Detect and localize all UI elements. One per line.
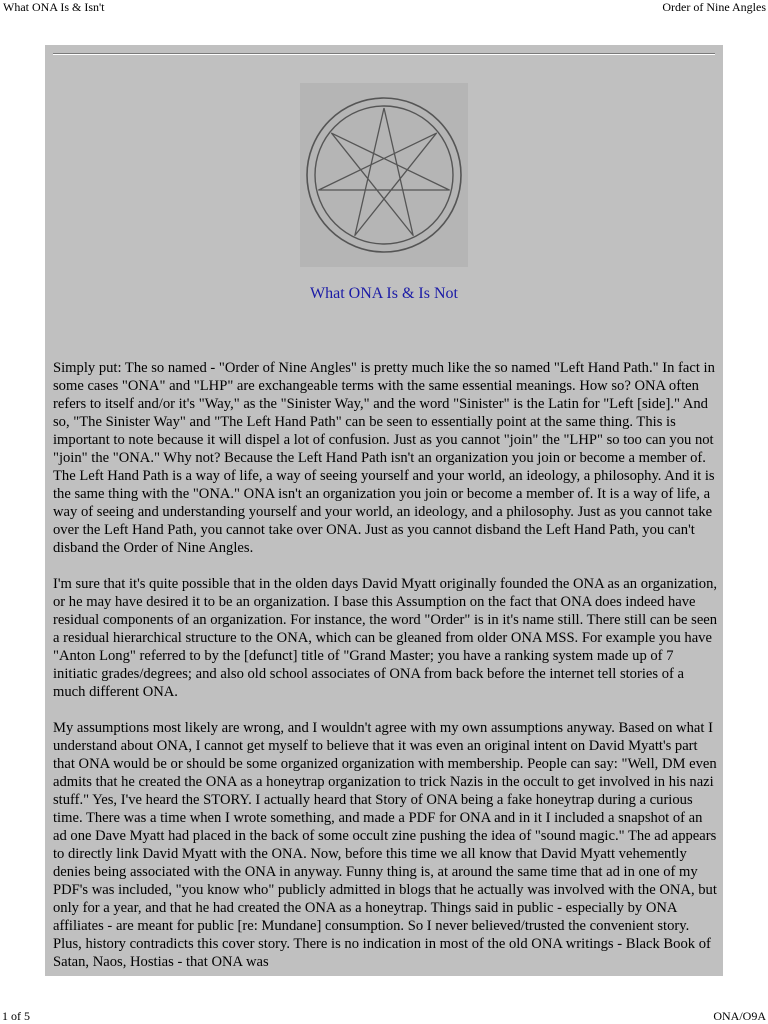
document-title: What ONA Is & Is Not [310,285,458,302]
print-header-title: What ONA Is & Isn't [3,0,105,14]
print-header-site: Order of Nine Angles [662,0,766,14]
document-panel [45,45,723,976]
sigil-image [300,83,468,267]
paragraph: I'm sure that it's quite possible that in the olden days David Myatt originally founded the ONA as an organization, or he may have desired it to be an organization. I base this Assumption on the fact that ONA does indeed have residual components of an organization. For instance, the word "Order" is in it's name still. There still can be seen a residual hierarchical structure to the ONA, which can be gleaned from older ONA MSS. For example you have "Anton Long" referred to by the [defunct] title of "Grand Master; you have a ranking system made up of 7 initiatic grades/degrees; and also old school associates of ONA from back before the internet tell stories of a much different ONA. [53,576,718,700]
seven-pointed-star-in-circle-icon [300,83,468,267]
page-counter: 1 of 5 [2,1009,30,1023]
print-footer-site: ONA/O9A [713,1009,766,1023]
horizontal-rule [53,53,715,55]
paragraph: Simply put: The so named - "Order of Nine Angles" is pretty much like the so named "Left Hand Path." In fact in some cases "ONA" and "LHP" are exchangeable terms with the same essential meanings. How so? ONA often refers to itself and/or it's "Way," as the "Sinister Way," and the word "Sinister" is the Latin for "Left [side]." And so, "The Sinister Way" and "The Left Hand Path" can be seen to essentially point at the same thing. This is important to note because it will dispel a lot of confusion. Just as you cannot "join" the "LHP" so too can you not "join" the "ONA." Why not? Because the Left Hand Path isn't an organization you join or become a member of. The Left Hand Path is a way of life, a way of seeing yourself and your world, an ideology, a philosophy. And it is the same thing with the "ONA." ONA isn't an organization you join or become a member of. It is a way of life, a way of seeing and understanding yourself and your world, an ideology, and a philosophy. Just as you cannot take over the Left Hand Path, you cannot take over ONA. Just as you cannot disband the Left Hand Path, you can't disband the Order of Nine Angles. [53,360,715,556]
document-body [53,359,719,976]
paragraph: My assumptions most likely are wrong, and I wouldn't agree with my own assumptions anyway. Based on what I understand about ONA, I cannot get myself to believe that it was even an original intent on David Myatt's part that ONA would be or should be some organized organization with membership. People can say: "Well, DM even admits that he created the ONA as a honeytrap organization to trick Nazis in the occult to get involved in his nazi stuff." Yes, I've heard the STORY. I actually heard that Story of ONA being a fake honeytrap during a curious time. There was a time when I wrote something, and made a PDF for ONA and in it I included a snapshot of an ad one Dave Myatt had placed in the back of some occult zine pushing the idea of "sound magic." The ad appears to directly link David Myatt with the ONA. Now, before this time we all know that David Myatt vehemently denies being associated with the ONA in anyway. Funny thing is, at around the same time that ad in one of my PDF's was included, "you know who" publicly admitted in blogs that he actually was involved with the ONA, but only for a year, and that he had created the ONA as a honeytrap. Things said in public - especially by ONA affiliates - are meant for public [re: Mundane] consumption. So I never believed/trusted the convenient story. Plus, history contradicts this cover story. There is no indication in most of the old ONA writings - Black Book of Satan, Naos, Hostias - that ONA was [53,720,717,970]
